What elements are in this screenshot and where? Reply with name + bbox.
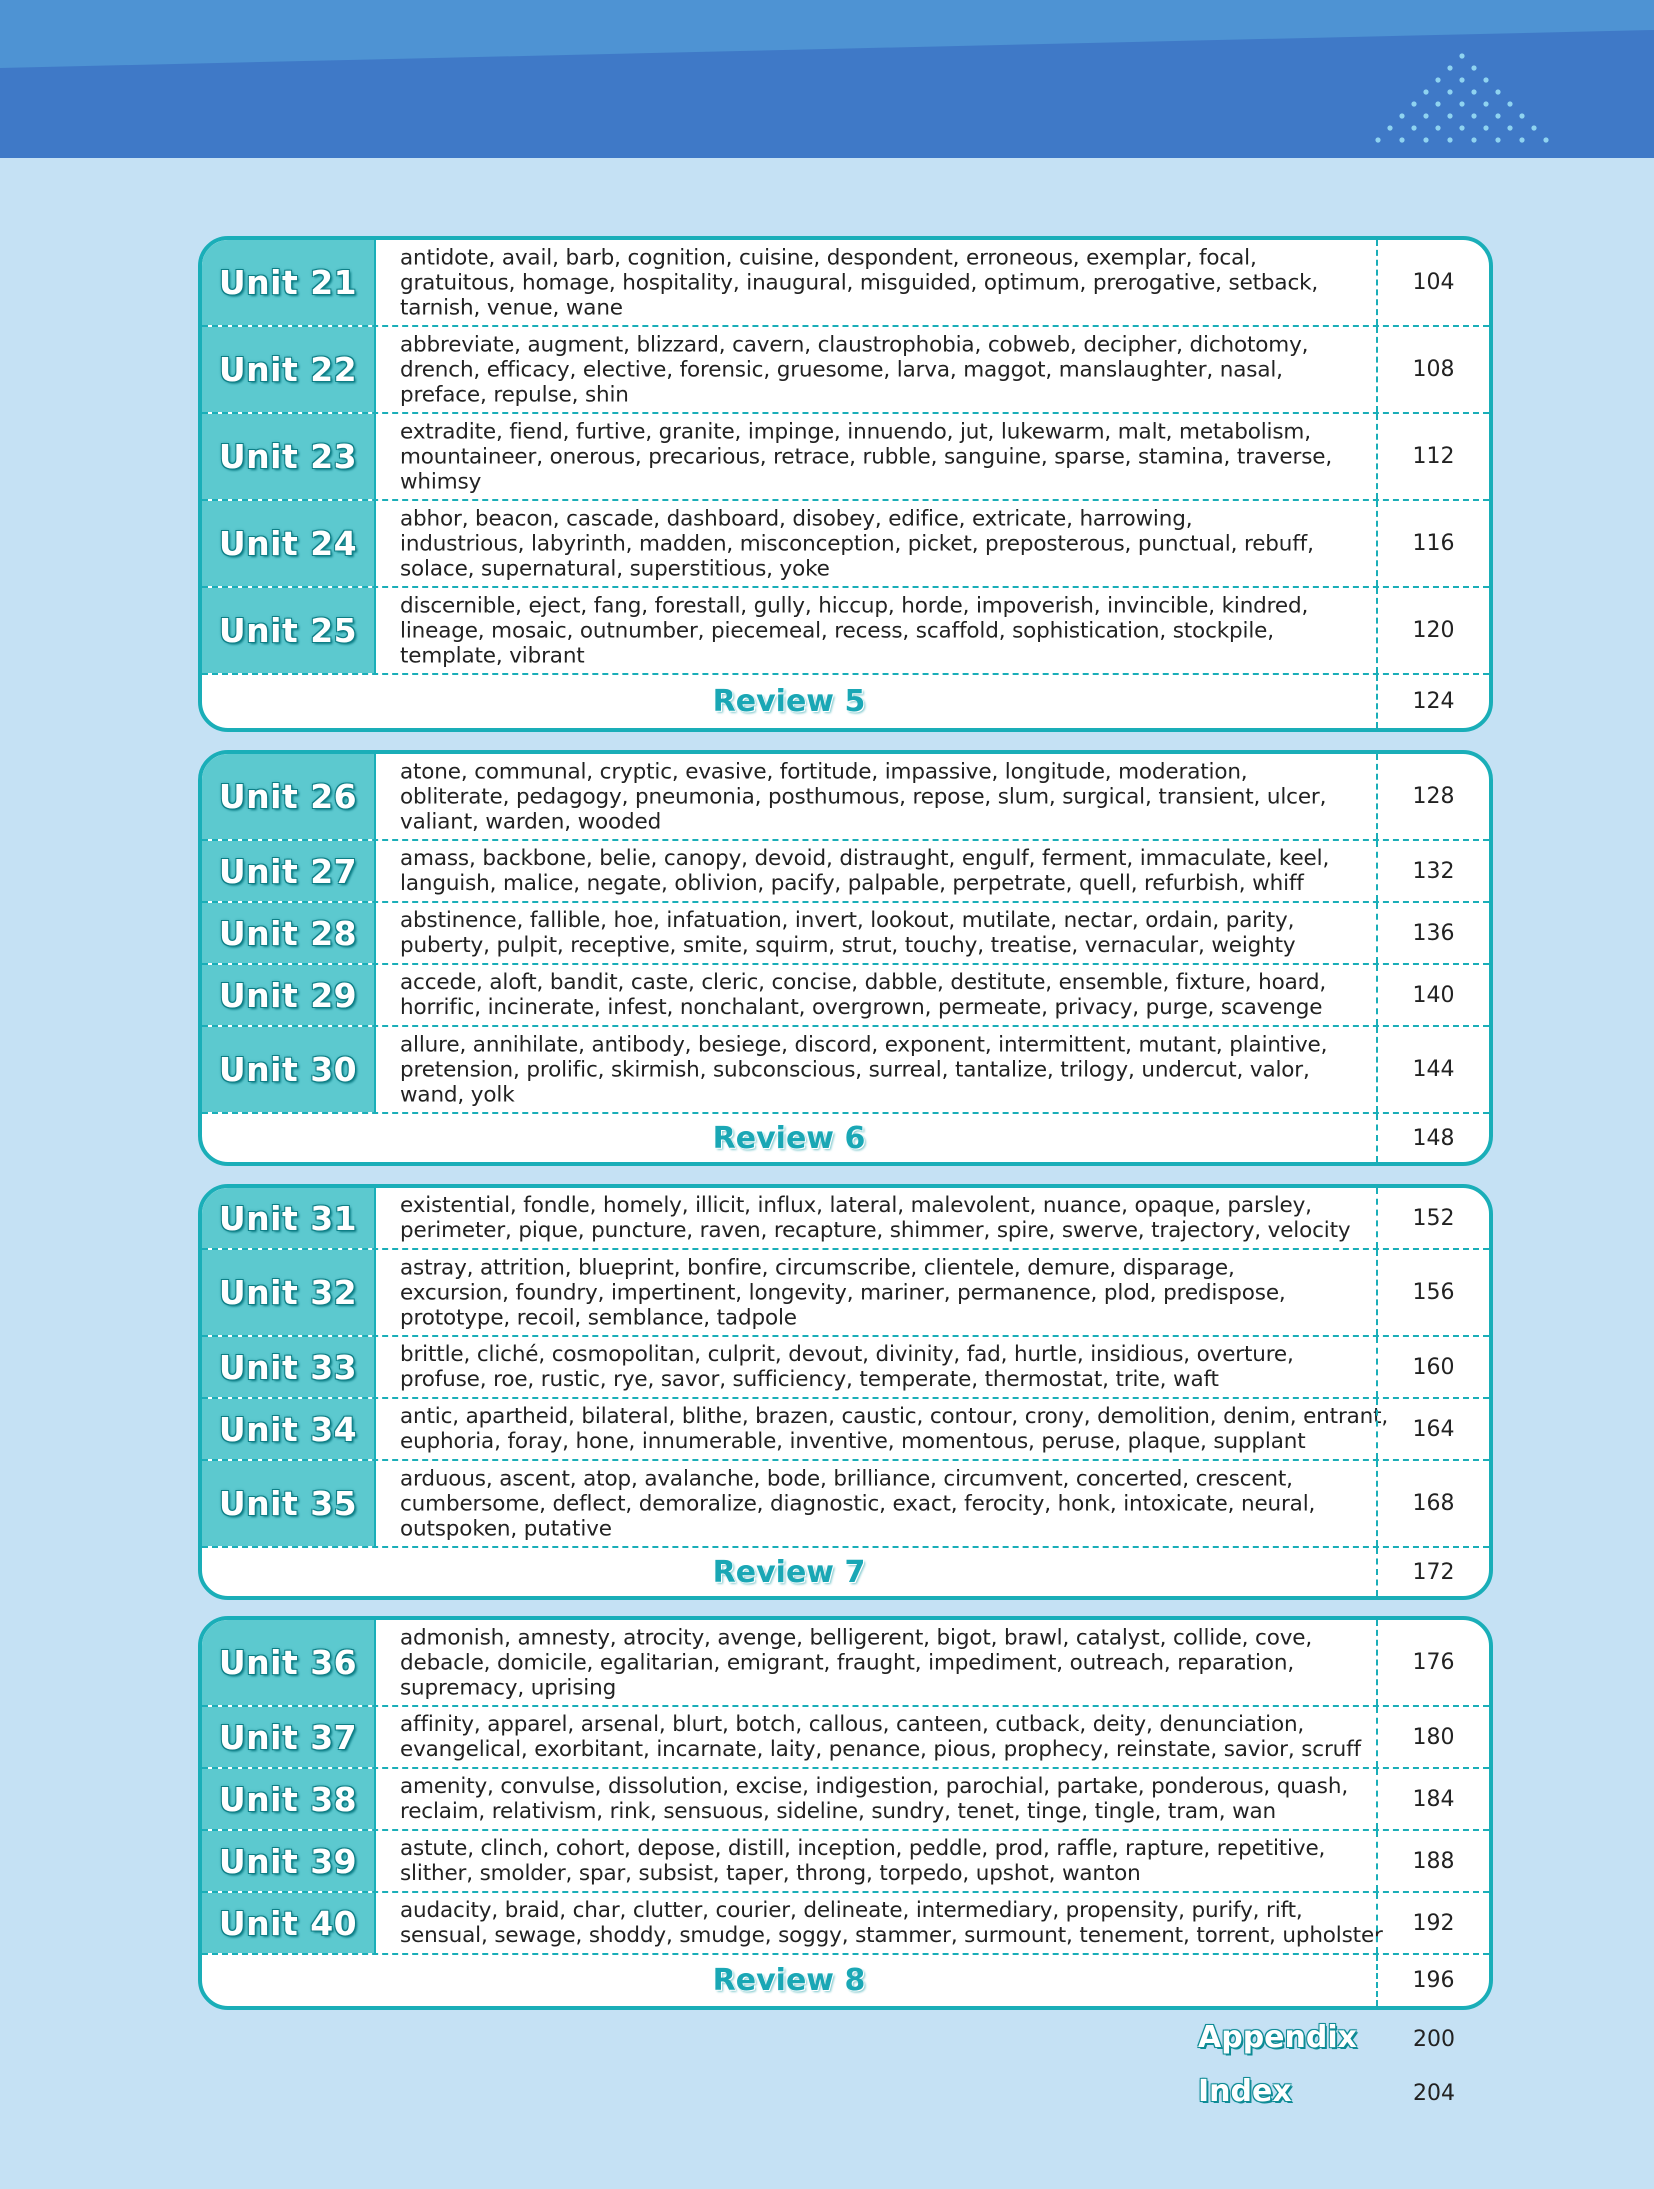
review-page-number: 172 bbox=[1376, 1548, 1489, 1596]
unit-page-number: 120 bbox=[1376, 588, 1489, 673]
unit-word-list: antic, apartheid, bilateral, blithe, brazen, caustic, contour, crony, demolition, denim, entrant, euphoria, foray, hone, innumerable, inventive, momentous, peruse, plaque, supplant bbox=[400, 1404, 1389, 1454]
review-label: Review 7 bbox=[712, 1554, 866, 1590]
decorative-dot bbox=[1435, 125, 1440, 130]
unit-word-list: abstinence, fallible, hoe, infatuation, invert, lookout, mutilate, nectar, ordain, parity, puberty, pulpit, receptive, smite, squirm, strut, touchy, treatise, vernacular, weighty bbox=[400, 908, 1296, 958]
unit-row[interactable] bbox=[202, 1027, 1489, 1114]
decorative-dot bbox=[1447, 65, 1452, 70]
unit-page-number: 108 bbox=[1376, 327, 1489, 412]
unit-page-number: 192 bbox=[1376, 1893, 1489, 1953]
decorative-dot bbox=[1495, 89, 1500, 94]
review-page-number: 148 bbox=[1376, 1114, 1489, 1162]
unit-page-number: 132 bbox=[1376, 841, 1489, 901]
decorative-dot bbox=[1471, 89, 1476, 94]
decorative-dot bbox=[1399, 113, 1404, 118]
unit-word-list: existential, fondle, homely, illicit, influx, lateral, malevolent, nuance, opaque, parsley, perimeter, pique, puncture, raven, recapture, shimmer, spire, swerve, trajectory, velocity bbox=[400, 1193, 1351, 1243]
unit-page-number: 144 bbox=[1376, 1027, 1489, 1112]
header-band bbox=[0, 0, 1654, 158]
decorative-dot bbox=[1447, 89, 1452, 94]
unit-label: Unit 35 bbox=[202, 1461, 376, 1546]
decorative-dot bbox=[1411, 125, 1416, 130]
decorative-dot bbox=[1411, 101, 1416, 106]
unit-word-list: arduous, ascent, atop, avalanche, bode, brilliance, circumvent, concerted, crescent, cumbersome, deflect, demoralize, diagnostic, exact, ferocity, honk, intoxicate, neural, outspoken, putative bbox=[400, 1466, 1316, 1541]
unit-page-number: 160 bbox=[1376, 1337, 1489, 1397]
decorative-dot bbox=[1447, 113, 1452, 118]
unit-row[interactable] bbox=[202, 1250, 1489, 1337]
unit-label: Unit 38 bbox=[202, 1769, 376, 1829]
appendix-page-number: 200 bbox=[1413, 2027, 1455, 2052]
unit-label: Unit 33 bbox=[202, 1337, 376, 1397]
unit-label: Unit 29 bbox=[202, 965, 376, 1025]
decorative-dot bbox=[1495, 113, 1500, 118]
unit-page-number: 152 bbox=[1376, 1188, 1489, 1248]
unit-word-list: amenity, convulse, dissolution, excise, indigestion, parochial, partake, ponderous, quash, reclaim, relativism, rink, sensuous, sideline, sundry, tenet, tinge, tingle, tram, wan bbox=[400, 1774, 1349, 1824]
appendix-label[interactable]: Appendix bbox=[1198, 2020, 1357, 2055]
unit-word-list: extradite, fiend, furtive, granite, impinge, innuendo, jut, lukewarm, malt, metabolism, mountaineer, onerous, precarious, retrace, rubble, sanguine, sparse, stamina, traverse, whimsy bbox=[400, 419, 1333, 494]
unit-word-list: accede, aloft, bandit, caste, cleric, concise, dabble, destitute, ensemble, fixture, hoard, horrific, incinerate, infest, nonchalant, overgrown, permeate, privacy, purge, scavenge bbox=[400, 970, 1327, 1020]
unit-page-number: 176 bbox=[1376, 1620, 1489, 1705]
unit-row[interactable] bbox=[202, 1620, 1489, 1707]
unit-page-number: 128 bbox=[1376, 754, 1489, 839]
unit-page-number: 168 bbox=[1376, 1461, 1489, 1546]
unit-page-number: 156 bbox=[1376, 1250, 1489, 1335]
unit-word-list: audacity, braid, char, clutter, courier, delineate, intermediary, propensity, purify, rift, sensual, sewage, shoddy, smudge, soggy, stammer, surmount, tenement, torrent, upholster bbox=[400, 1898, 1383, 1948]
unit-label: Unit 27 bbox=[202, 841, 376, 901]
unit-label: Unit 39 bbox=[202, 1831, 376, 1891]
decorative-dot bbox=[1375, 137, 1380, 142]
decorative-dot bbox=[1459, 77, 1464, 82]
decorative-dot bbox=[1459, 101, 1464, 106]
unit-page-number: 104 bbox=[1376, 240, 1489, 325]
unit-label: Unit 22 bbox=[202, 327, 376, 412]
unit-label: Unit 25 bbox=[202, 588, 376, 673]
decorative-dot bbox=[1399, 137, 1404, 142]
decorative-dot bbox=[1519, 137, 1524, 142]
unit-word-list: astute, clinch, cohort, depose, distill, inception, peddle, prod, raffle, rapture, repetitive, slither, smolder, spar, subsist, taper, throng, torpedo, upshot, wanton bbox=[400, 1836, 1326, 1886]
index-page-number: 204 bbox=[1413, 2081, 1455, 2106]
unit-word-list: astray, attrition, blueprint, bonfire, circumscribe, clientele, demure, disparage, excursion, foundry, impertinent, longevity, mariner, permanence, plod, predispose, prototype, recoil, semblance, tadpole bbox=[400, 1255, 1286, 1330]
decorative-dot bbox=[1483, 77, 1488, 82]
unit-row[interactable] bbox=[202, 240, 1489, 327]
decorative-dot bbox=[1519, 113, 1524, 118]
unit-word-list: discernible, eject, fang, forestall, gully, hiccup, horde, impoverish, invincible, kindred, lineage, mosaic, outnumber, piecemeal, recess, scaffold, sophistication, stockpile, template, vibrant bbox=[400, 593, 1309, 668]
decorative-dot bbox=[1423, 137, 1428, 142]
unit-row[interactable] bbox=[202, 1337, 1489, 1399]
decorative-dot bbox=[1471, 137, 1476, 142]
unit-word-list: affinity, apparel, arsenal, blurt, botch, callous, canteen, cutback, deity, denunciation, evangelical, exorbitant, incarnate, laity, penance, pious, prophecy, reinstate, savior, scruff bbox=[400, 1712, 1361, 1762]
section-units-21-25 bbox=[198, 236, 1493, 732]
unit-row[interactable] bbox=[202, 414, 1489, 501]
unit-row[interactable] bbox=[202, 754, 1489, 841]
decorative-dot bbox=[1459, 125, 1464, 130]
unit-row[interactable] bbox=[202, 588, 1489, 675]
unit-row[interactable] bbox=[202, 965, 1489, 1027]
decorative-dot bbox=[1435, 77, 1440, 82]
decorative-dot bbox=[1483, 101, 1488, 106]
unit-label: Unit 21 bbox=[202, 240, 376, 325]
unit-label: Unit 36 bbox=[202, 1620, 376, 1705]
decorative-dot bbox=[1447, 137, 1452, 142]
review-row[interactable] bbox=[202, 675, 1489, 728]
decorative-dot bbox=[1459, 53, 1464, 58]
unit-row[interactable] bbox=[202, 1399, 1489, 1461]
unit-page-number: 180 bbox=[1376, 1707, 1489, 1767]
decorative-dot bbox=[1423, 113, 1428, 118]
unit-label: Unit 32 bbox=[202, 1250, 376, 1335]
section-units-36-40 bbox=[198, 1616, 1493, 2010]
unit-row[interactable] bbox=[202, 1893, 1489, 1955]
review-row[interactable] bbox=[202, 1955, 1489, 2006]
decorative-dot bbox=[1387, 125, 1392, 130]
unit-word-list: abhor, beacon, cascade, dashboard, disobey, edifice, extricate, harrowing, industrious, labyrinth, madden, misconception, picket, preposterous, punctual, rebuff, solace, supernatural, superstitious, yoke bbox=[400, 506, 1314, 581]
unit-page-number: 164 bbox=[1376, 1399, 1489, 1459]
decorative-dot bbox=[1471, 113, 1476, 118]
unit-label: Unit 24 bbox=[202, 501, 376, 586]
unit-label: Unit 34 bbox=[202, 1399, 376, 1459]
unit-row[interactable] bbox=[202, 1461, 1489, 1548]
unit-word-list: amass, backbone, belie, canopy, devoid, distraught, engulf, ferment, immaculate, keel, languish, malice, negate, oblivion, pacify, palpable, perpetrate, quell, refurbish, whiff bbox=[400, 846, 1330, 896]
review-label: Review 8 bbox=[712, 1963, 866, 1998]
section-units-26-30 bbox=[198, 750, 1493, 1166]
unit-row[interactable] bbox=[202, 903, 1489, 965]
unit-label: Unit 26 bbox=[202, 754, 376, 839]
unit-label: Unit 37 bbox=[202, 1707, 376, 1767]
unit-label: Unit 28 bbox=[202, 903, 376, 963]
review-page-number: 124 bbox=[1376, 675, 1489, 728]
unit-label: Unit 23 bbox=[202, 414, 376, 499]
section-units-31-35 bbox=[198, 1184, 1493, 1600]
unit-word-list: allure, annihilate, antibody, besiege, discord, exponent, intermittent, mutant, plaintive, pretension, prolific, skirmish, subconscious, surreal, tantalize, trilogy, undercut, valor, wand, yolk bbox=[400, 1032, 1328, 1107]
decorative-dot bbox=[1495, 137, 1500, 142]
unit-page-number: 184 bbox=[1376, 1769, 1489, 1829]
decorative-dot bbox=[1531, 125, 1536, 130]
decorative-dot bbox=[1543, 137, 1548, 142]
unit-row[interactable] bbox=[202, 501, 1489, 588]
header-graphic bbox=[0, 0, 1654, 158]
unit-row[interactable] bbox=[202, 1769, 1489, 1831]
unit-row[interactable] bbox=[202, 841, 1489, 903]
review-row[interactable] bbox=[202, 1548, 1489, 1596]
unit-label: Unit 40 bbox=[202, 1893, 376, 1953]
unit-label: Unit 30 bbox=[202, 1027, 376, 1112]
unit-page-number: 140 bbox=[1376, 965, 1489, 1025]
decorative-dot bbox=[1423, 89, 1428, 94]
unit-word-list: abbreviate, augment, blizzard, cavern, claustrophobia, cobweb, decipher, dichotomy, drench, efficacy, elective, forensic, gruesome, larva, maggot, manslaughter, nasal, preface, repulse, shin bbox=[400, 332, 1309, 407]
unit-row[interactable] bbox=[202, 1831, 1489, 1893]
review-label: Review 5 bbox=[712, 684, 866, 719]
decorative-dot bbox=[1471, 65, 1476, 70]
decorative-dot bbox=[1507, 101, 1512, 106]
unit-label: Unit 31 bbox=[202, 1188, 376, 1248]
decorative-dot bbox=[1483, 125, 1488, 130]
unit-page-number: 136 bbox=[1376, 903, 1489, 963]
unit-word-list: antidote, avail, barb, cognition, cuisine, despondent, erroneous, exemplar, focal, gratuitous, homage, hospitality, inaugural, misguided, optimum, prerogative, setback, tarnish, venue, wane bbox=[400, 245, 1319, 320]
unit-page-number: 116 bbox=[1376, 501, 1489, 586]
decorative-dot bbox=[1507, 125, 1512, 130]
review-label: Review 6 bbox=[712, 1120, 866, 1156]
index-label[interactable]: Index bbox=[1198, 2074, 1292, 2109]
decorative-dot bbox=[1435, 101, 1440, 106]
unit-page-number: 112 bbox=[1376, 414, 1489, 499]
unit-row[interactable] bbox=[202, 1707, 1489, 1769]
unit-page-number: 188 bbox=[1376, 1831, 1489, 1891]
unit-word-list: brittle, cliché, cosmopolitan, culprit, devout, divinity, fad, hurtle, insidious, overture, profuse, roe, rustic, rye, savor, sufficiency, temperate, thermostat, trite, waft bbox=[400, 1342, 1294, 1392]
review-page-number: 196 bbox=[1376, 1955, 1489, 2006]
unit-row[interactable] bbox=[202, 1188, 1489, 1250]
review-row[interactable] bbox=[202, 1114, 1489, 1162]
unit-word-list: atone, communal, cryptic, evasive, fortitude, impassive, longitude, moderation, obliterate, pedagogy, pneumonia, posthumous, repose, slum, surgical, transient, ulcer, valiant, warden, wooded bbox=[400, 759, 1327, 834]
unit-row[interactable] bbox=[202, 327, 1489, 414]
unit-word-list: admonish, amnesty, atrocity, avenge, belligerent, bigot, brawl, catalyst, collide, cove, debacle, domicile, egalitarian, emigrant, fraught, impediment, outreach, reparation, supremacy, uprising bbox=[400, 1625, 1313, 1700]
